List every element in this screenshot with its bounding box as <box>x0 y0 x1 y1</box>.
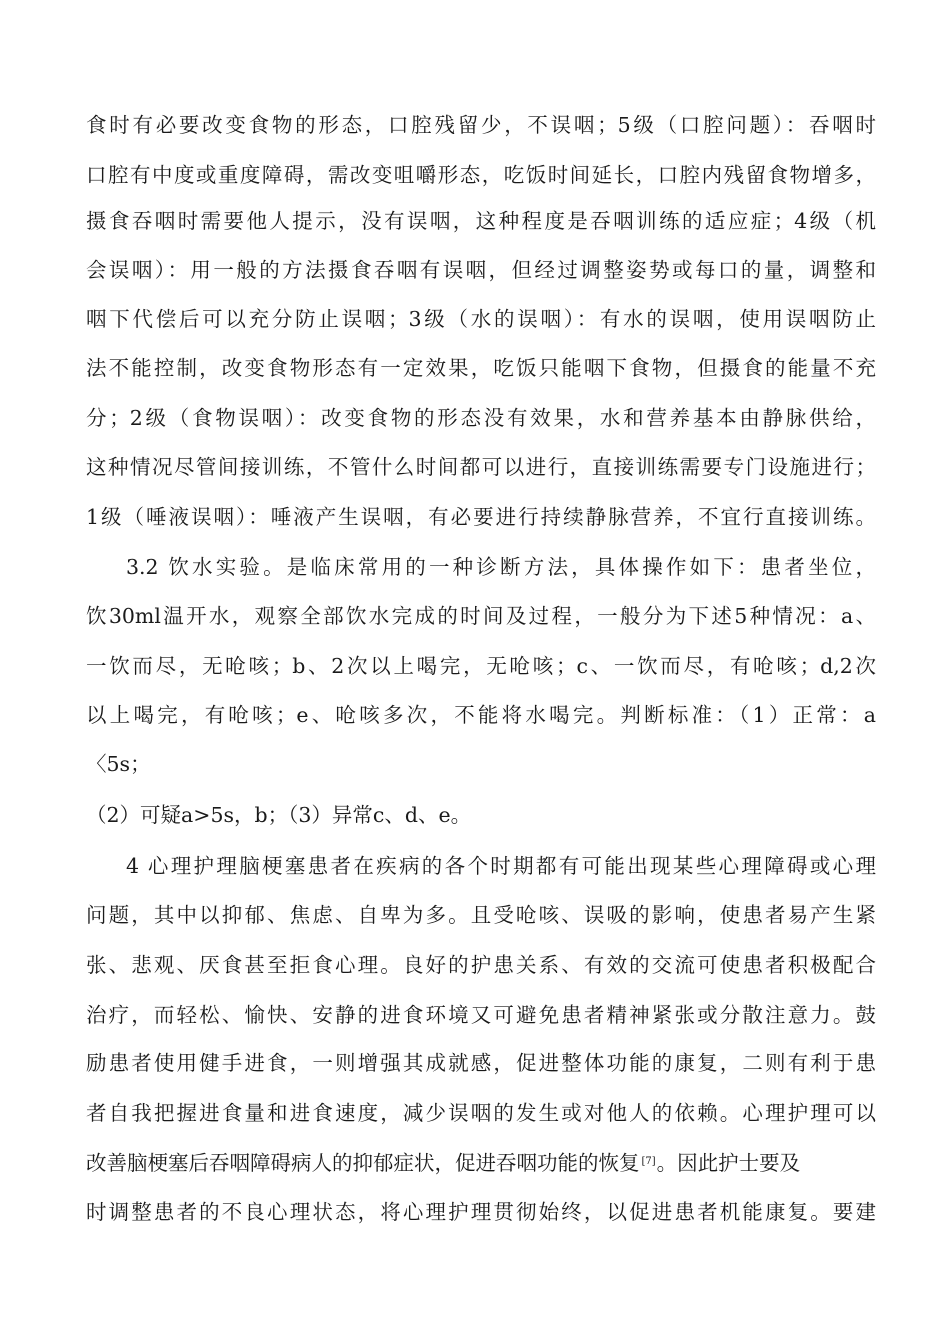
section-4-heading-line: 4 心理护理脑梗塞患者在疾病的各个时期都有可能出现某些心理障碍或心理 <box>126 854 876 878</box>
citation-ref: [7] <box>641 1156 656 1167</box>
text-line: 口腔有中度或重度障碍，需改变咀嚼形态，吃饭时间延长，口腔内残留食物增多， <box>86 163 876 187</box>
text-line: 治疗，而轻松、愉快、安静的进食环境又可避免患者精神紧张或分散注意力。鼓 <box>86 1003 876 1027</box>
text-line: 摄食吞咽时需要他人提示，没有误咽，这种程度是吞咽训练的适应症；4级（机 <box>86 209 876 233</box>
text-line: 食时有必要改变食物的形态，口腔残留少，不误咽；5级（口腔问题）：吞咽时 <box>86 113 876 137</box>
text-line: 法不能控制，改变食物形态有一定效果，吃饭只能咽下食物，但摄食的能量不充 <box>86 356 876 380</box>
text-line: 〈5s； <box>86 752 151 776</box>
text-line: 咽下代偿后可以充分防止误咽；3级（水的误咽）：有水的误咽，使用误咽防止 <box>86 307 876 331</box>
text-segment: 。因此护士要及 <box>656 1151 801 1175</box>
text-line: 分；2级（食物误咽）：改变食物的形态没有效果，水和营养基本由静脉供给， <box>86 406 876 430</box>
text-line: 这种情况尽管间接训练，不管什么时间都可以进行，直接训练需要专门设施进行； <box>86 455 876 479</box>
text-line: （2）可疑a>5s，b；（3）异常c、d、e。 <box>86 803 472 827</box>
text-line: 以上喝完，有呛咳；e、呛咳多次，不能将水喝完。判断标准：（1）正常：a <box>86 703 876 727</box>
text-line: 问题，其中以抑郁、焦虑、自卑为多。且受呛咳、误吸的影响，使患者易产生紧 <box>86 903 876 927</box>
text-segment: 改善脑梗塞后吞咽障碍病人的抑郁症状，促进吞咽功能的恢复 <box>86 1151 640 1175</box>
section-3-2-heading-line: 3.2 饮水实验。是临床常用的一种诊断方法，具体操作如下：患者坐位， <box>126 555 876 579</box>
text-line: 会误咽）：用一般的方法摄食吞咽有误咽，但经过调整姿势或每口的量，调整和 <box>86 258 876 282</box>
text-line: 张、悲观、厌食甚至拒食心理。良好的护患关系、有效的交流可使患者积极配合 <box>86 953 876 977</box>
text-line: 1级（唾液误咽）：唾液产生误咽，有必要进行持续静脉营养，不宜行直接训练。 <box>86 505 876 529</box>
text-line: 一饮而尽，无呛咳；b、2次以上喝完，无呛咳；c、一饮而尽，有呛咳；d,2次 <box>86 654 876 678</box>
text-line: 者自我把握进食量和进食速度，减少误咽的发生或对他人的依赖。心理护理可以 <box>86 1101 876 1125</box>
text-line: 励患者使用健手进食，一则增强其成就感，促进整体功能的康复，二则有利于患 <box>86 1051 876 1075</box>
text-line-with-citation <box>86 1147 876 1178</box>
text-line: 时调整患者的不良心理状态，将心理护理贯彻始终，以促进患者机能康复。要建 <box>86 1200 876 1224</box>
text-line: 饮30ml温开水，观察全部饮水完成的时间及过程，一般分为下述5种情况：a、 <box>86 604 876 628</box>
